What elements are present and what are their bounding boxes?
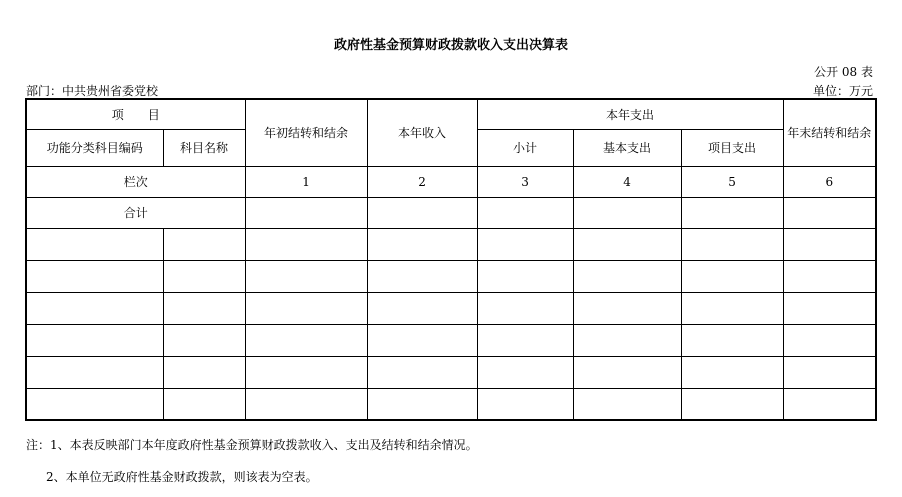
column-number: 3 xyxy=(477,166,573,197)
header-func-code: 功能分类科目编码 xyxy=(26,129,163,166)
table-cell xyxy=(26,260,163,292)
table-cell xyxy=(163,260,245,292)
table-cell xyxy=(367,197,477,228)
table-cell xyxy=(681,197,783,228)
column-number-row xyxy=(26,166,876,197)
table-cell xyxy=(681,260,783,292)
total-row-label: 合计 xyxy=(26,197,245,228)
table-cell xyxy=(477,292,573,324)
table-cell xyxy=(477,324,573,356)
table-cell xyxy=(245,260,367,292)
table-cell xyxy=(245,197,367,228)
table-cell xyxy=(783,228,876,260)
budget-table xyxy=(25,98,877,421)
table-cell xyxy=(783,388,876,420)
unit-label: 单位：万元 xyxy=(812,84,873,98)
table-cell xyxy=(26,324,163,356)
table-cell xyxy=(245,324,367,356)
table-cell xyxy=(681,356,783,388)
table-cell xyxy=(783,324,876,356)
table-cell xyxy=(163,228,245,260)
table-row xyxy=(26,388,876,420)
table-cell xyxy=(681,388,783,420)
table-cell xyxy=(783,260,876,292)
column-number: 1 xyxy=(245,166,367,197)
table-cell xyxy=(681,228,783,260)
column-number: 2 xyxy=(367,166,477,197)
table-cell xyxy=(573,356,681,388)
column-number: 5 xyxy=(681,166,783,197)
form-code: 公开 08 表 xyxy=(814,65,873,79)
table-cell xyxy=(163,356,245,388)
table-cell xyxy=(367,260,477,292)
header-subtotal: 小计 xyxy=(477,129,573,166)
table-cell xyxy=(783,356,876,388)
table-row xyxy=(26,260,876,292)
table-cell xyxy=(367,292,477,324)
table-cell xyxy=(573,228,681,260)
table-row xyxy=(26,228,876,260)
header-subject-name: 科目名称 xyxy=(163,129,245,166)
table-cell xyxy=(477,260,573,292)
table-cell xyxy=(367,324,477,356)
header-expenditure: 本年支出 xyxy=(477,99,783,129)
table-cell xyxy=(26,292,163,324)
table-cell xyxy=(783,197,876,228)
column-number: 4 xyxy=(573,166,681,197)
table-cell xyxy=(477,356,573,388)
header-begin-balance: 年初结转和结余 xyxy=(245,99,367,166)
table-cell xyxy=(245,292,367,324)
table-cell xyxy=(245,228,367,260)
header-basic: 基本支出 xyxy=(573,129,681,166)
table-cell xyxy=(783,292,876,324)
note-2: 2、本单位无政府性基金财政拨款，则该表为空表。 xyxy=(46,470,318,484)
table-cell xyxy=(477,197,573,228)
table-cell xyxy=(245,356,367,388)
table-cell xyxy=(367,388,477,420)
header-item: 项 目 xyxy=(26,99,245,129)
table-cell xyxy=(573,324,681,356)
table-cell xyxy=(367,356,477,388)
table-cell xyxy=(681,292,783,324)
table-cell xyxy=(681,324,783,356)
table-row xyxy=(26,292,876,324)
header-income: 本年收入 xyxy=(367,99,477,166)
column-number: 6 xyxy=(783,166,876,197)
table-cell xyxy=(26,388,163,420)
table-row xyxy=(26,356,876,388)
table-cell xyxy=(477,228,573,260)
note-1: 注：1、本表反映部门本年度政府性基金预算财政拨款收入、支出及结转和结余情况。 xyxy=(26,438,478,452)
table-cell xyxy=(573,388,681,420)
table-cell xyxy=(26,228,163,260)
table-cell xyxy=(573,197,681,228)
column-number-label: 栏次 xyxy=(26,166,245,197)
header-end-balance: 年末结转和结余 xyxy=(783,99,876,166)
table-cell xyxy=(163,388,245,420)
header-project: 项目支出 xyxy=(681,129,783,166)
table-cell xyxy=(163,292,245,324)
table-cell xyxy=(245,388,367,420)
table-cell xyxy=(477,388,573,420)
table-row xyxy=(26,324,876,356)
total-row xyxy=(26,197,876,228)
table-cell xyxy=(26,356,163,388)
table-cell xyxy=(367,228,477,260)
table-cell xyxy=(573,292,681,324)
table-cell xyxy=(163,324,245,356)
page-title: 政府性基金预算财政拨款收入支出决算表 xyxy=(333,38,568,53)
table-cell xyxy=(573,260,681,292)
department-label: 部门：中共贵州省委党校 xyxy=(26,84,159,98)
